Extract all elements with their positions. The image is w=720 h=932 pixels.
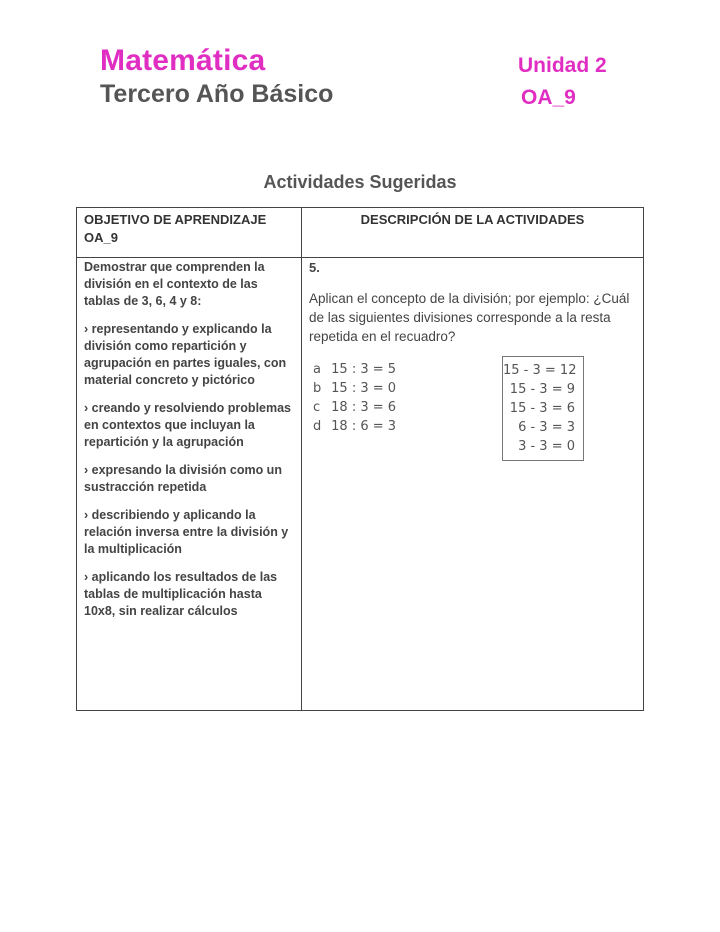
- objective-item: › representando y explicando la división como repartición y agrupación en partes iguales, con material concreto y pictórico: [84, 322, 287, 387]
- activity-intro: Aplican el concepto de la división; por ejemplo: ¿Cuál de las siguientes divisiones corresponde a la resta repetida en el recuadro?: [309, 291, 630, 344]
- repeated-subtraction-box: [502, 356, 584, 461]
- activity-number: 5.: [309, 260, 320, 275]
- option-expression: 18 : 3 = 6: [331, 400, 397, 415]
- description-header-cell: [302, 208, 644, 258]
- answer-option: [313, 360, 396, 379]
- objective-item: › expresando la división como un sustracción repetida: [84, 463, 282, 494]
- option-expression: 15 : 3 = 0: [331, 381, 397, 396]
- objective-header-line: OBJETIVO DE APRENDIZAJE: [84, 212, 267, 227]
- table-header-row: [77, 208, 644, 258]
- subtraction-line: 3 - 3 = 0: [518, 439, 575, 454]
- option-letter: d: [313, 419, 322, 434]
- table-body-row: [77, 258, 644, 711]
- answer-option: [313, 417, 396, 436]
- option-expression: 18 : 6 = 3: [331, 419, 397, 434]
- answer-options: [313, 360, 396, 436]
- answer-option: [313, 379, 396, 398]
- objective-intro: Demostrar que comprenden la división en el contexto de las tablas de 3, 6, 4 y 8:: [84, 260, 265, 308]
- activities-table: [76, 207, 644, 711]
- unit-label: Unidad 2: [518, 54, 607, 77]
- subject-title: Matemática: [100, 44, 266, 77]
- subtraction-line: 6 - 3 = 3: [518, 420, 575, 435]
- description-cell: [302, 258, 644, 711]
- exercise-figure: [309, 360, 635, 472]
- subtraction-line: 15 - 3 = 9: [509, 382, 575, 397]
- objective-cell: [77, 258, 302, 711]
- option-letter: c: [313, 400, 321, 415]
- description-header: DESCRIPCIÓN DE LA ACTIVIDADES: [360, 212, 585, 227]
- answer-option: [313, 398, 396, 417]
- objective-header-code: OA_9: [84, 230, 118, 245]
- objective-item: › creando y resolviendo problemas en contextos que incluyan la repartición y la agrupación: [84, 401, 292, 449]
- section-title: Actividades Sugeridas: [263, 172, 457, 192]
- option-expression: 15 : 3 = 5: [331, 362, 397, 377]
- subtraction-line: 15 - 3 = 12: [503, 363, 577, 378]
- option-letter: a: [313, 362, 321, 377]
- subtraction-line: 15 - 3 = 6: [509, 401, 575, 416]
- objective-item: › describiendo y aplicando la relación inversa entre la división y la multiplicación: [84, 508, 289, 556]
- option-letter: b: [313, 381, 322, 396]
- grade-title: Tercero Año Básico: [100, 80, 334, 108]
- objective-header-cell: [77, 208, 302, 258]
- objective-code: OA_9: [521, 86, 576, 109]
- objective-item: › aplicando los resultados de las tablas de multiplicación hasta 10x8, sin realizar cálculos: [84, 570, 278, 618]
